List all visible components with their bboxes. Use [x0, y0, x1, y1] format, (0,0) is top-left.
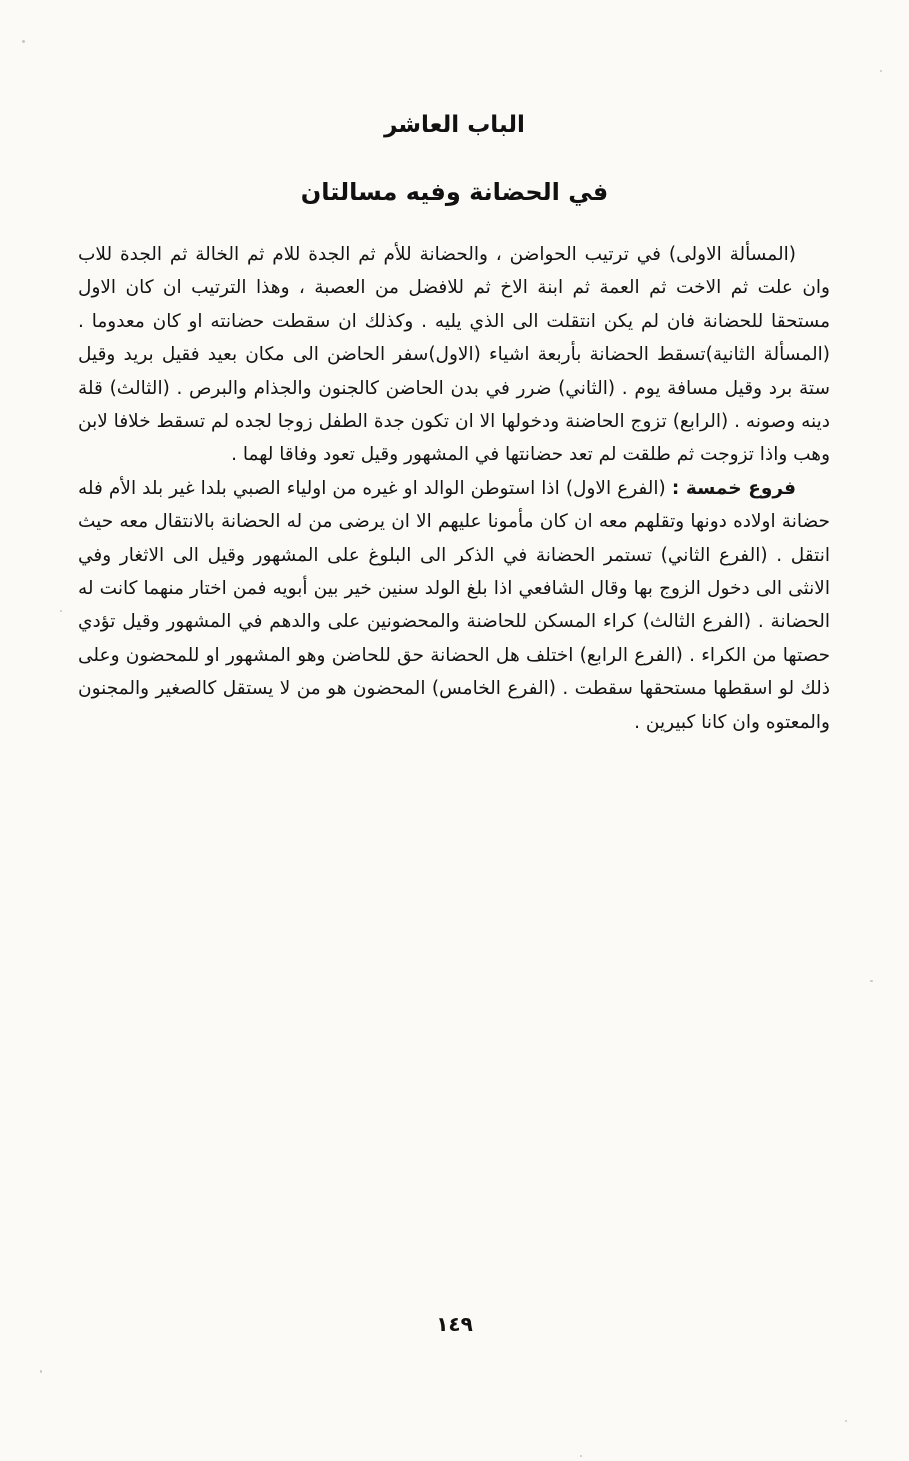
paragraph-2 [78, 472, 830, 739]
paragraph-1: (المسألة الاولى) في ترتيب الحواضن ، والحضانة للأم ثم الجدة للام ثم الخالة ثم الجدة للاب وان علت ثم الاخت ثم العمة ثم ابنة الاخ ثم للافضل من العصبة ، وهذا الترتيب ان كان الاول مستحقا للحضانة فان لم يكن انتقلت الى الذي يليه . وكذلك ان سقطت حضانته او كان معدوما . (المسألة الثانية)تسقط الحضانة بأربعة اشياء (الاول)سفر الحاضن الى مكان بعيد فقيل بريد وقيل ستة برد وقيل مسافة يوم . (الثاني) ضرر في بدن الحاضن كالجنون والجذام والبرص . (الثالث) قلة دينه وصونه . (الرابع) تزوج الحاضنة ودخولها الا ان تكون جدة الطفل زوجا لجده لم تسقط خلافا لابن وهب واذا تزوجت ثم طلقت لم تعد حضانتها في المشهور وقيل تعود وفاقا لهما . [78, 244, 830, 466]
paper-speck [580, 1455, 582, 1457]
paper-speck [880, 70, 882, 72]
body-text [78, 238, 830, 739]
page-number: ١٤٩ [436, 1312, 473, 1336]
paper-speck [845, 1420, 847, 1422]
paper-speck [40, 1370, 42, 1373]
section-title: في الحضانة وفيه مسالتان [300, 178, 609, 206]
paper-speck [60, 610, 62, 612]
paper-speck [22, 40, 25, 43]
paper-speck [870, 980, 873, 982]
chapter-title: الباب العاشر [384, 112, 525, 138]
paragraph-2-text: (الفرع الاول) اذا استوطن الوالد او غيره من اولياء الصبي بلدا غير بلد الأم فله حضانة اولاده دونها وتقلهم معه ان كان مأمونا عليهم الا ان يرضى من له الحضانة بالانتقال معه حيث انتقل . (الفرع الثاني) تستمر الحضانة في الذكر الى البلوغ على المشهور وقيل الى الاثغار وفي الانثى الى دخول الزوج بها وقال الشافعي اذا بلغ الولد سنين خير بين أبويه فمن اختار منهما كانت له الحضانة . (الفرع الثالث) كراء المسكن للحاضنة والمحضونين على والدهم في المشهور وقيل تؤدي حصتها من الكراء . (الفرع الرابع) اختلف هل الحضانة حق للحاضن وهو المشهور او للمحضون وعلى ذلك لو اسقطها مستحقها سقطت . (الفرع الخامس) المحضون هو من لا يستقل كالصغير والمجنون والمعتوه وان كانا كبيرين . [78, 477, 830, 733]
paragraph-2-lead: فروع خمسة : [671, 477, 796, 499]
